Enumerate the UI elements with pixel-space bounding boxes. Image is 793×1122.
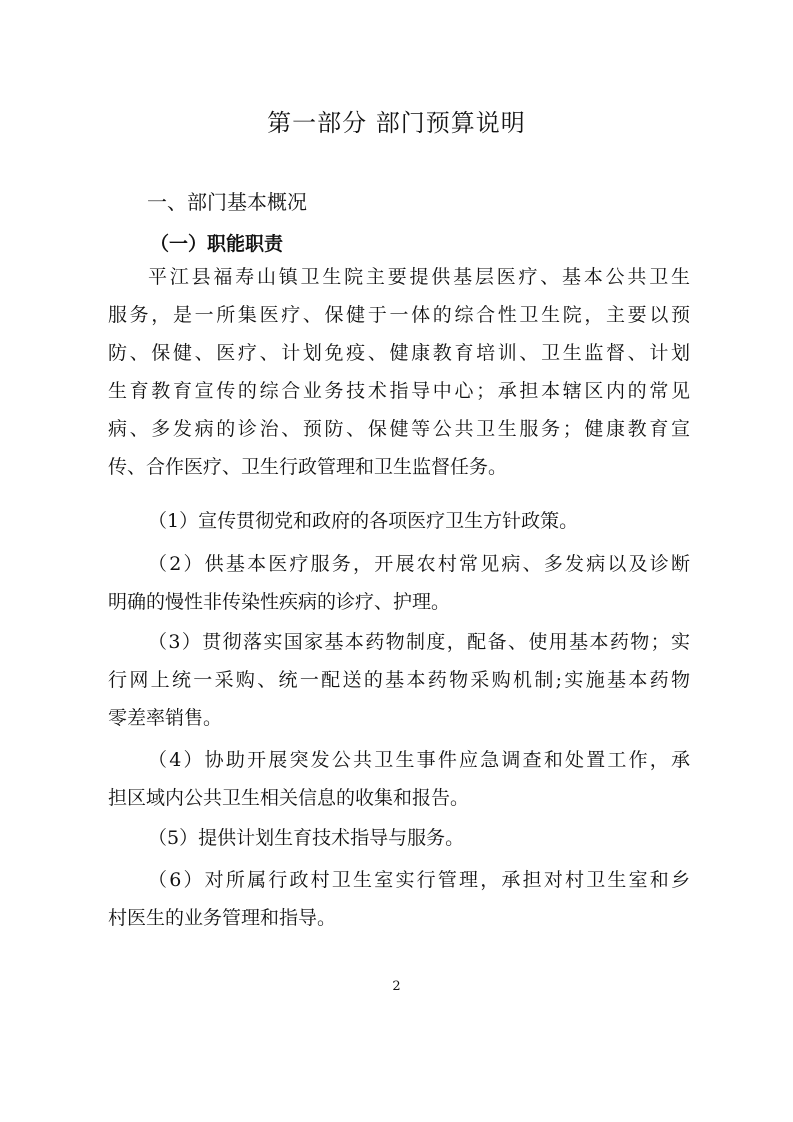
paragraph-line: （2）供基本医疗服务，开展农村常见病、多发病以及诊断	[148, 553, 690, 575]
paragraph-line: 生育教育宣传的综合业务技术指导中心；承担本辖区内的常见	[108, 380, 690, 402]
paragraph-line: 担区域内公共卫生相关信息的收集和报告。	[108, 787, 470, 809]
duty-item-5	[108, 819, 690, 857]
paragraph-line: 服务，是一所集医疗、保健于一体的综合性卫生院，主要以预	[108, 304, 690, 326]
duty-item-1	[108, 502, 690, 540]
duty-item-2	[108, 545, 690, 621]
paragraph-line: （5）提供计划生育技术指导与服务。	[148, 827, 465, 849]
subsection-heading: （一）职能职责	[150, 233, 284, 255]
paragraph-line: 传、合作医疗、卫生行政管理和卫生监督任务。	[108, 456, 508, 478]
paragraph-line: 病、多发病的诊治、预防、保健等公共卫生服务；健康教育宣	[108, 418, 690, 440]
paragraph-line: （4）协助开展突发公共卫生事件应急调查和处置工作，承	[148, 749, 690, 771]
paragraph-line: 行网上统一采购、统一配送的基本药物采购机制;实施基本药物	[108, 669, 690, 691]
paragraph-line: 明确的慢性非传染性疾病的诊疗、护理。	[108, 591, 451, 613]
paragraph-line: （6）对所属行政村卫生室实行管理，承担对村卫生室和乡	[148, 869, 690, 891]
duty-item-4	[108, 741, 690, 817]
paragraph-line: 平江县福寿山镇卫生院主要提供基层医疗、基本公共卫生	[148, 266, 690, 288]
section-heading: 一、部门基本概况	[147, 190, 307, 214]
intro-paragraph	[108, 258, 690, 486]
duty-item-3	[108, 623, 690, 737]
duty-item-6	[108, 861, 690, 937]
paragraph-line: （3）贯彻落实国家基本药物制度，配备、使用基本药物；实	[148, 631, 690, 653]
page-number: 2	[392, 979, 401, 994]
paragraph-line: 防、保健、医疗、计划免疫、健康教育培训、卫生监督、计划	[108, 342, 690, 364]
paragraph-line: 村医生的业务管理和指导。	[108, 907, 337, 929]
paragraph-line: （1）宣传贯彻党和政府的各项医疗卫生方针政策。	[148, 510, 579, 532]
paragraph-line: 零差率销售。	[108, 707, 223, 729]
page-title: 第一部分 部门预算说明	[267, 109, 526, 137]
